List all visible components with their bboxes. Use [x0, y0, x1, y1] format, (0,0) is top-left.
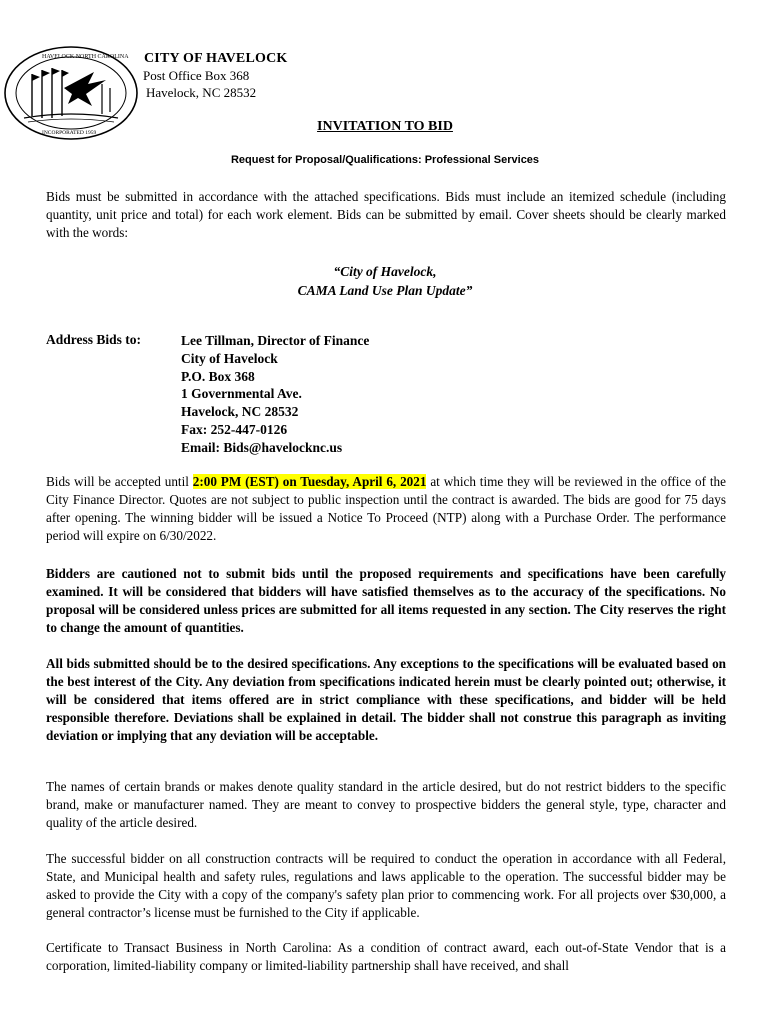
svg-text:HAVELOCK NORTH CAROLINA: HAVELOCK NORTH CAROLINA — [42, 54, 129, 60]
city-state-zip: Havelock, NC 28532 — [146, 85, 257, 100]
deadline-text-after: at which time they will be reviewed in the office of the City Finance Director. Quotes are not subject to public inspection until the contract is awarded. The bids are good for 75 days after opening. The winning bidder will be issued a Notice To Proceed (NTP) along with a Purchase Order. The performance period will expire on 6/30/2022. — [46, 474, 726, 543]
deadline-highlight: 2:00 PM (EST) on Tuesday, April 6, 2021 — [192, 474, 427, 489]
specifications-paragraph: All bids submitted should be to the desired specifications. Any exceptions to the specifications will be evaluated based on the best interest of the City. Any deviation from specifications indicated herein must be clearly pointed out; otherwise, it will be considered that items offered are in strict compliance with these specifications, and bidder will be held responsible therefore. Deviations shall be explained in detail. The bidder shall not construe this paragraph as inviting deviation or implying that any deviation will be acceptable. — [46, 656, 726, 743]
address-email: Email: Bids@havelocknc.us — [181, 439, 343, 455]
quote-line-1: “City of Havelock, — [333, 264, 437, 279]
submission-paragraph: Bids must be submitted in accordance with the attached specifications. Bids must include an itemized schedule (including quantity, unit price and total) for each work element. Bids can be submitted by email. Cover sheets should be clearly marked with the words: — [46, 189, 726, 240]
brands-paragraph: The names of certain brands or makes denote quality standard in the article desired, but do not restrict bidders to the specific brand, make or manufacturer named. They are meant to convey to prospective bidders the general style, type, character and quality of the article desired. — [46, 779, 726, 830]
address-block — [181, 332, 369, 457]
address-fax: Fax: 252-447-0126 — [181, 421, 288, 437]
document-subtitle: Request for Proposal/Qualifications: Professional Services — [230, 154, 540, 166]
address-line: City of Havelock — [181, 350, 278, 366]
svg-text:INCORPORATED 1959: INCORPORATED 1959 — [42, 130, 97, 136]
city-name: CITY OF HAVELOCK — [144, 51, 288, 66]
caution-paragraph: Bidders are cautioned not to submit bids until the proposed requirements and specifications have been carefully examined. It will be considered that bidders will have satisfied themselves as to the accuracy of the specifications. No proposal will be considered unless prices are submitted for all items requested in any section. The City reserves the right to change the amount of quantities. — [46, 566, 726, 635]
address-line: Havelock, NC 28532 — [181, 404, 299, 420]
address-line: Lee Tillman, Director of Finance — [181, 333, 370, 348]
po-box: Post Office Box 368 — [143, 68, 250, 83]
cover-sheet-quote — [0, 262, 770, 300]
certificate-paragraph: Certificate to Transact Business in North Carolina: As a condition of contract award, each out-of-State Vendor that is a corporation, limited-liability company or limited-liability partnership shall have received, and shall — [46, 940, 726, 973]
address-label: Address Bids to: — [46, 332, 142, 347]
address-line: 1 Governmental Ave. — [181, 386, 302, 402]
deadline-text-before: Bids will be accepted until — [46, 474, 193, 489]
quote-line-2: CAMA Land Use Plan Update” — [297, 283, 473, 298]
address-line: P.O. Box 368 — [181, 368, 255, 384]
safety-paragraph: The successful bidder on all construction contracts will be required to conduct the operation in accordance with all Federal, State, and Municipal health and safety rules, regulations and laws applicable to the operation. The successful bidder may be asked to provide the City with a copy of the company's safety plan prior to commencing work. For all projects over $30,000, a general contractor’s license must be furnished to the City if applicable. — [46, 851, 726, 920]
document-title: INVITATION TO BID — [317, 119, 453, 134]
deadline-paragraph — [46, 473, 726, 545]
letterhead — [140, 50, 287, 101]
